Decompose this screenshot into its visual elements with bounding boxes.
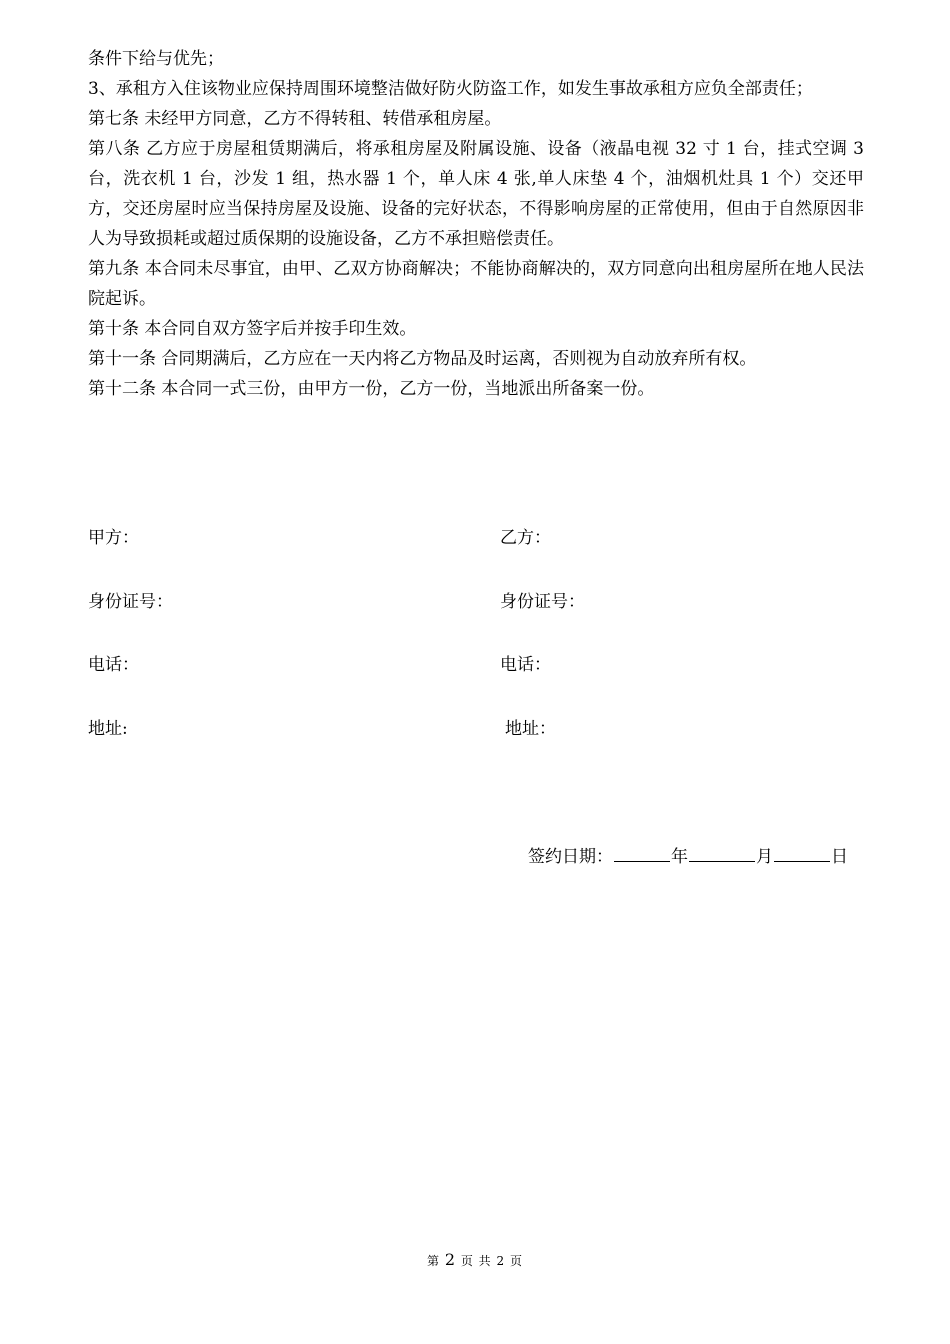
paragraph-article-11: 第十一条 合同期满后，乙方应在一天内将乙方物品及时运离，否则视为自动放弃所有权。 — [88, 349, 757, 369]
year-char: 年 — [671, 847, 688, 867]
footer-middle: 页 共 — [460, 1254, 492, 1268]
footer-prefix: 第 — [427, 1254, 441, 1268]
footer-suffix: 页 — [509, 1254, 523, 1268]
paragraph-article-10: 第十条 本合同自双方签字后并按手印生效。 — [88, 319, 417, 339]
party-b-phone-label: 电话： — [500, 655, 551, 675]
party-a-address-label: 地址: — [88, 719, 128, 739]
party-b-id-label: 身份证号： — [500, 592, 585, 612]
month-char: 月 — [756, 847, 773, 867]
party-b-label: 乙方： — [500, 528, 551, 548]
signing-date — [528, 845, 848, 868]
signing-date-label: 签约日期： — [528, 847, 613, 867]
day-char: 日 — [831, 847, 848, 867]
paragraph-clause-3: 3、承租方入住该物业应保持周围环境整洁做好防火防盗工作，如发生事故承租方应负全部责任； — [88, 79, 813, 99]
party-a-phone-label: 电话： — [88, 655, 139, 675]
year-blank — [614, 845, 670, 862]
paragraph-article-8: 第八条 乙方应于房屋租赁期满后，将承租房屋及附属设施、设备（液晶电视 32 寸 1 台，挂式空调 3 台，洗衣机 1 台，沙发 1 组，热水器 1 个，单人床 4 张,单人床垫 4 个，油烟机灶具 1 个）交还甲方，交还房屋时应当保持房屋及设施、设备的完好状态，不得影响房屋的正常使用，但由于自然原因非人为导致损耗或超过质保期的设施设备，乙方不承担赔偿责任。 — [88, 139, 864, 249]
total-pages: 2 — [496, 1254, 506, 1268]
paragraph-article-9: 第九条 本合同未尽事宜，由甲、乙双方协商解决；不能协商解决的，双方同意向出租房屋所在地人民法院起诉。 — [88, 259, 864, 309]
month-blank — [689, 845, 755, 862]
day-blank — [774, 845, 830, 862]
paragraph-continuation: 条件下给与优先； — [88, 49, 224, 69]
paragraph-article-7: 第七条 未经甲方同意，乙方不得转租、转借承租房屋。 — [88, 109, 502, 129]
contract-body — [88, 44, 864, 404]
current-page-number: 2 — [444, 1250, 457, 1269]
paragraph-article-12: 第十二条 本合同一式三份，由甲方一份，乙方一份，当地派出所备案一份。 — [88, 379, 655, 399]
party-a-label: 甲方： — [88, 528, 139, 548]
party-b-address-label: 地址： — [505, 719, 556, 739]
page-footer — [0, 1250, 950, 1271]
party-a-id-label: 身份证号： — [88, 592, 173, 612]
